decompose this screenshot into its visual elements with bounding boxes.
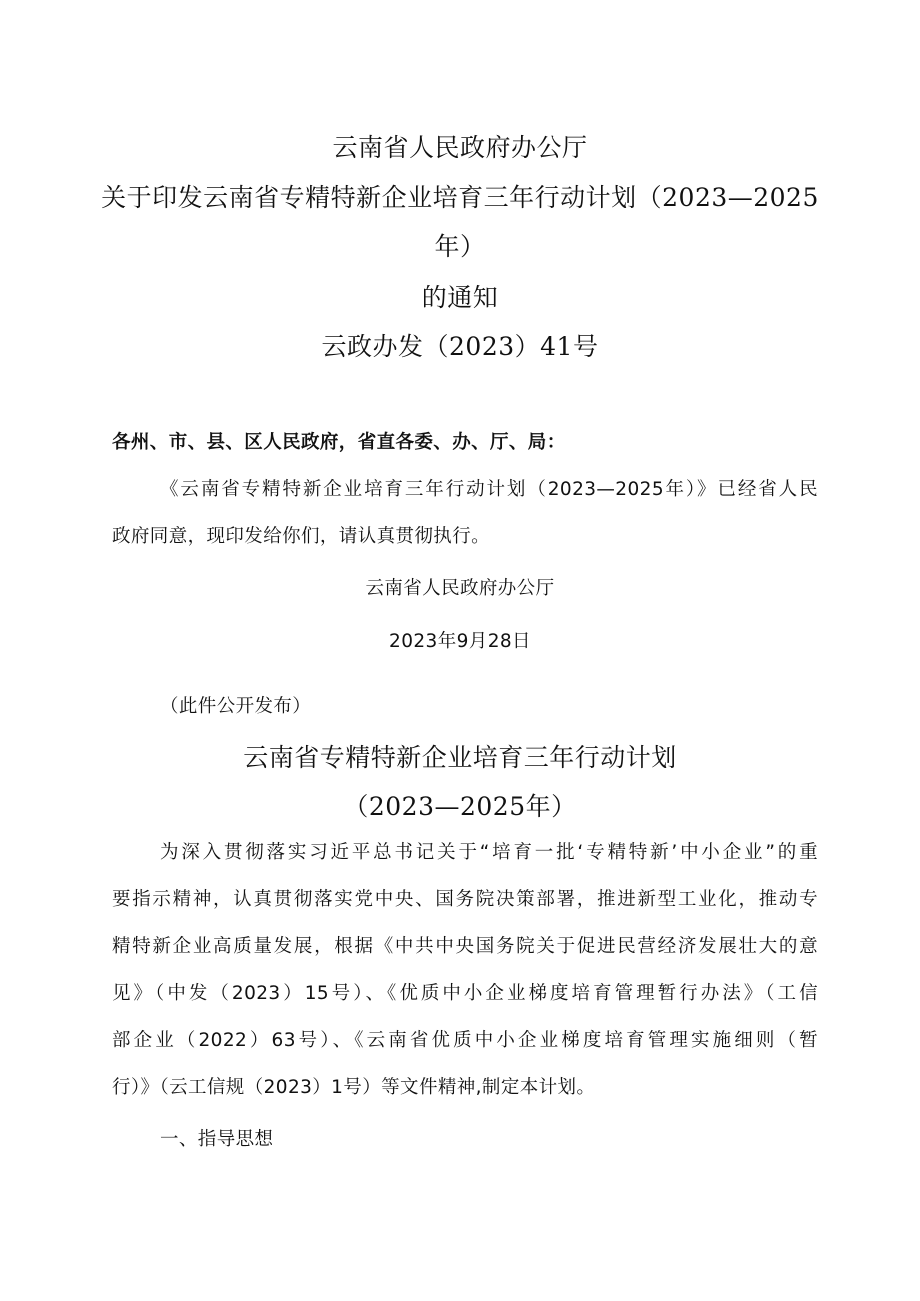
plan-intro-line-2: 要指示精神，认真贯彻落实党中央、国务院决策部署，推进新型工业化，推动专 [112,889,818,910]
notice-body-line-2: 政府同意，现印发给你们，请认真贯彻执行。 [112,526,491,547]
plan-intro-line-5: 部企业（2022）63号）、《云南省优质中小企业梯度培育管理实施细则（暂 [112,1030,818,1051]
plan-intro-line-6: 行）》（云工信规（2023）1号）等文件精神,制定本计划。 [112,1077,596,1098]
publication-note: （此件公开发布） [160,696,312,717]
addressees: 各州、市、县、区人民政府，省直各委、办、厅、局： [112,432,566,453]
notice-title-line-3: 的通知 [421,283,499,312]
issue-date: 2023年9月28日 [389,631,531,652]
plan-period: （2023—2025年） [343,792,577,821]
plan-title: 云南省专精特新企业培育三年行动计划 [243,743,677,772]
plan-intro-line-4: 见》（中发（2023）15号）、《优质中小企业梯度培育管理暂行办法》（工信 [112,983,818,1004]
notice-title-line-2: 年） [434,232,486,261]
signature: 云南省人民政府办公厅 [365,578,555,599]
document-number: 云政办发（2023）41号 [321,332,599,361]
plan-intro-line-1: 为深入贯彻落实习近平总书记关于“培育一批‘专精特新’中小企业”的重 [160,842,818,863]
notice-body-line-1: 《云南省专精特新企业培育三年行动计划（2023—2025年）》已经省人民 [160,479,818,500]
issuer-title: 云南省人民政府办公厅 [332,133,588,162]
notice-title-line-1: 关于印发云南省专精特新企业培育三年行动计划（2023—2025 [101,183,819,212]
section-1-heading: 一、指导思想 [160,1129,274,1150]
plan-intro-line-3: 精特新企业高质量发展，根据《中共中央国务院关于促进民营经济发展壮大的意 [112,936,818,957]
